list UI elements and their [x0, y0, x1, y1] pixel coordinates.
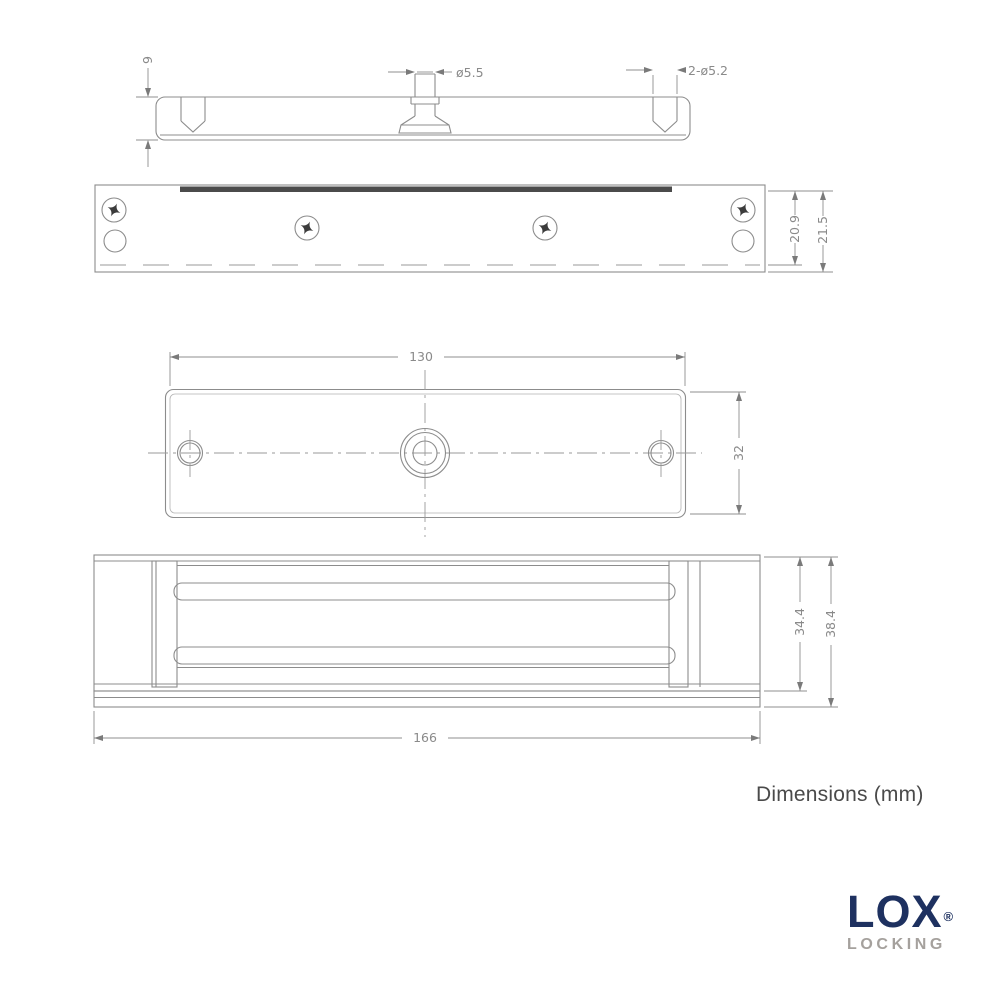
armature-front-outline [95, 185, 765, 272]
dimensions-note: Dimensions (mm) [756, 783, 924, 806]
dim-label-total-height: 21.5 [815, 216, 830, 244]
dim-label-thickness: 9 [140, 56, 155, 64]
plain-hole-left [104, 230, 126, 252]
end-post-left [152, 561, 177, 687]
armature-plan-outline [166, 390, 686, 518]
dim-thickness [136, 56, 158, 167]
side-hole-right [649, 430, 674, 477]
dim-label-plan-width: 130 [409, 349, 433, 364]
registered-trademark-symbol: ® [943, 908, 954, 924]
magnet-face-strip [180, 187, 672, 193]
phillips-screw-icon [533, 216, 557, 240]
logo-subtitle: LOCKING [847, 936, 946, 953]
view-armature-plan [148, 349, 746, 537]
plain-hole-right [732, 230, 754, 252]
mounting-plate [94, 691, 760, 707]
phillips-screw-icon [731, 198, 755, 222]
dim-label-inner-height: 20.9 [787, 215, 802, 243]
magnet-housing-outline [94, 555, 760, 691]
lox-locking-logo [847, 886, 954, 953]
dim-fixing-holes [626, 63, 728, 94]
dim-magnet-heights [764, 557, 838, 707]
dim-front-heights [768, 191, 833, 272]
magnet-core-bar-top [174, 583, 675, 600]
countersunk-hole-right [653, 97, 677, 132]
dim-label-magnet-total-height: 38.4 [823, 610, 838, 638]
view-armature-front [95, 185, 833, 272]
countersunk-hole-left [181, 97, 205, 132]
dim-label-plan-height: 32 [731, 445, 746, 461]
dim-plan-height [690, 392, 746, 514]
dim-stud-diameter [388, 65, 484, 80]
view-armature-side [136, 56, 728, 167]
guide-stud [399, 74, 451, 133]
dim-label-magnet-width: 166 [413, 730, 437, 745]
dim-label-body-height: 34.4 [792, 608, 807, 636]
phillips-screw-icon [295, 216, 319, 240]
dim-label-stud-diameter: ø5.5 [456, 65, 484, 80]
dim-magnet-width [94, 711, 760, 745]
phillips-screw-icon [102, 198, 126, 222]
magnet-core-bar-bottom [174, 647, 675, 664]
logo-wordmark: LOX [847, 886, 943, 937]
view-magnet-front [94, 555, 838, 745]
dim-label-fixing-holes: 2-ø5.2 [688, 63, 728, 78]
end-post-right [669, 561, 700, 687]
side-hole-left [178, 430, 203, 477]
dim-plan-width [170, 349, 685, 386]
